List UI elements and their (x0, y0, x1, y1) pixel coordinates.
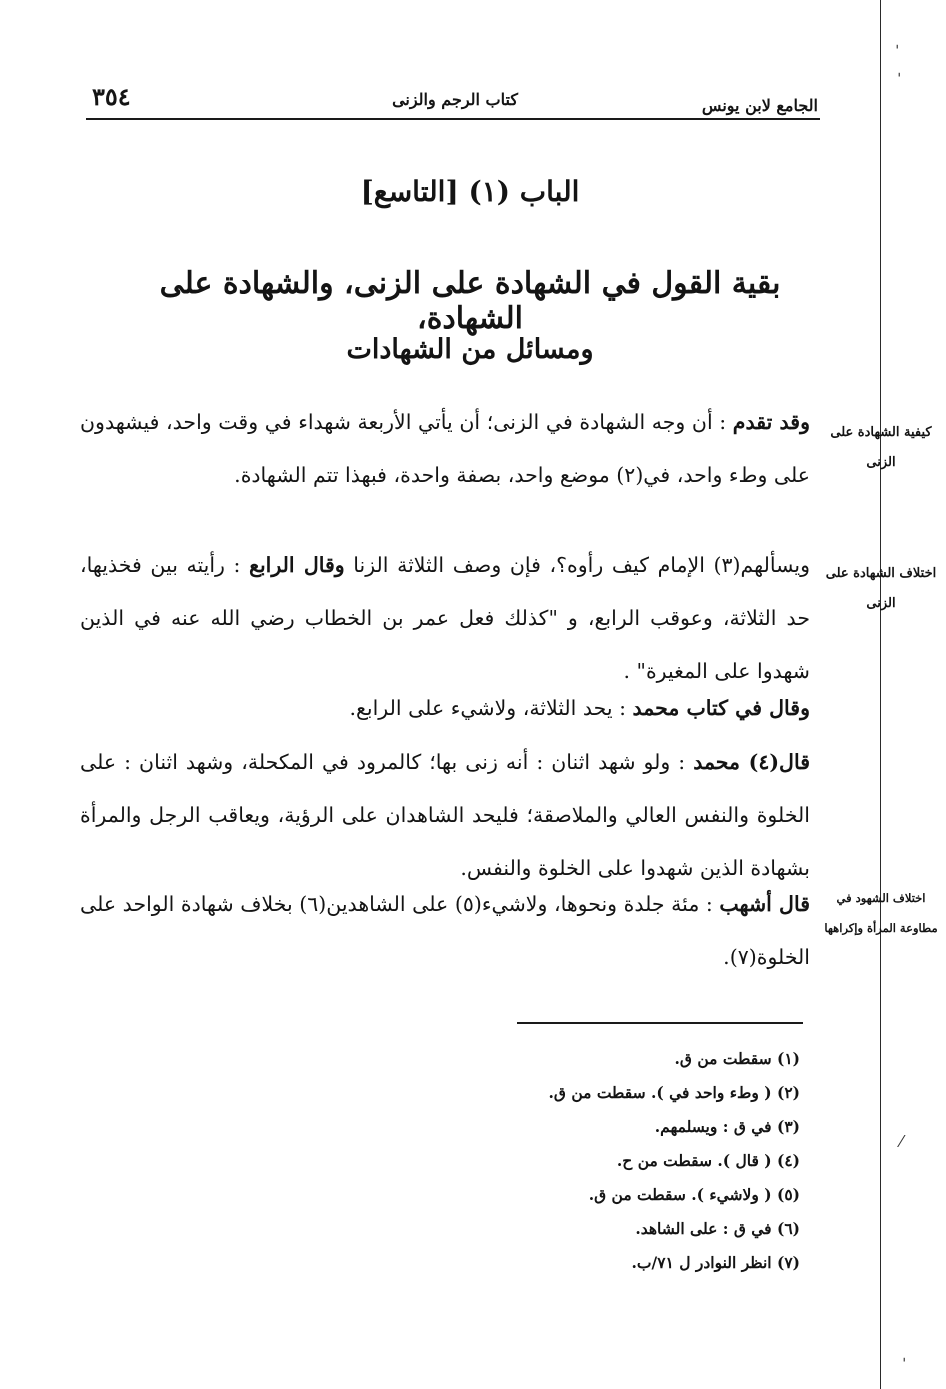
footnote-1: (١) سقطت من ق. (674, 1049, 800, 1068)
paragraph-2-rest: : رأيته بين فخذيها، حد الثلاثة، وعوقب الرابع، و "كذلك فعل عمر بن الخطاب رضي الله عنه في الذين شهدوا على المغيرة" . (80, 553, 810, 683)
paragraph-4 (80, 736, 810, 895)
scan-mark: ˈ (902, 1355, 907, 1374)
sidenote-3: اختلاف الشهود في مطاوعة المرأة وإكراهها (824, 891, 938, 935)
paragraph-4-text: : ولو شهد اثنان : أنه زنى بها؛ كالمرود في المكحلة، وشهد اثنان : على الخلوة والنفس العالي والملاصقة؛ فليحد الشاهدان على الرؤية، ويعاقب الرجل والمرأة بشهادة الذين شهدوا على الخلوة والنفس. (80, 750, 810, 880)
paragraph-3-text: : يحد الثلاثة، ولاشيء على الرابع. (349, 696, 627, 720)
paragraph-2-text: ويسألهم(٣) الإمام كيف رأوه؟، فإن وصف الثلاثة الزنا (353, 553, 810, 577)
paragraph-5 (80, 878, 810, 984)
chapter-title-line-2: ومسائل من الشهادات (346, 334, 594, 365)
sidenote-2: اختلاف الشهادة على الزنى (825, 566, 937, 611)
paragraph-3-lead: وقال في كتاب محمد (632, 696, 810, 720)
footnote-4: (٤) ( قال ). سقطت من ح. (616, 1151, 800, 1170)
footnote-6: (٦) في ق : على الشاهد. (635, 1219, 800, 1238)
page-number: ٣٥٤ (92, 82, 131, 111)
scan-mark: ˈ (897, 70, 902, 89)
footnotes (420, 1042, 800, 1280)
paragraph-2-bold: وقال الرابع (249, 553, 345, 577)
footnote-7: (٧) انظر النوادر ل ٧١/ب. (631, 1253, 800, 1272)
paragraph-1-lead: وقد تقدم (732, 410, 810, 434)
paragraph-2 (80, 539, 810, 698)
paragraph-1-text: : أن وجه الشهادة في الزنى؛ أن يأتي الأربعة شهداء في وقت واحد، فيشهدون على وطء واحد، في(٢) موضع واحد، بصفة واحدة، فبهذا تتم الشهادة. (80, 410, 810, 487)
running-section-title: كتاب الرجم والزنى (392, 90, 518, 109)
paragraph-4-lead: قال(٤) محمد (693, 750, 810, 774)
chapter-heading: الباب (١) [التاسع] (360, 175, 580, 208)
footnote-2: (٢) ( وطء واحد في ). سقطت من ق. (548, 1083, 800, 1102)
sidenote-1: كيفية الشهادة على الزنى (830, 425, 932, 470)
paragraph-3 (80, 682, 810, 735)
paragraph-5-text: : مئة جلدة ونحوها، ولاشيء(٥) على الشاهدين(٦) بخلاف شهادة الواحد على الخلوة(٧). (80, 892, 810, 969)
running-book-title: الجامع لابن يونس (701, 96, 818, 115)
scan-mark: ˈ (895, 42, 900, 61)
footnote-3: (٣) في ق : ويسلمهم. (654, 1117, 800, 1136)
paragraph-5-lead: قال أشهب (719, 892, 810, 916)
footnote-5: (٥) ( ولاشيء ). سقطت من ق. (588, 1185, 800, 1204)
chapter-title-line-1: بقية القول في الشهادة على الزنى، والشهادة على الشهادة، (159, 266, 781, 336)
scan-mark: ⁄ (900, 1132, 903, 1151)
footnotes-rule (517, 1022, 803, 1024)
paragraph-1 (80, 396, 810, 502)
margin-rule (880, 0, 881, 1389)
header-rule (86, 118, 820, 120)
